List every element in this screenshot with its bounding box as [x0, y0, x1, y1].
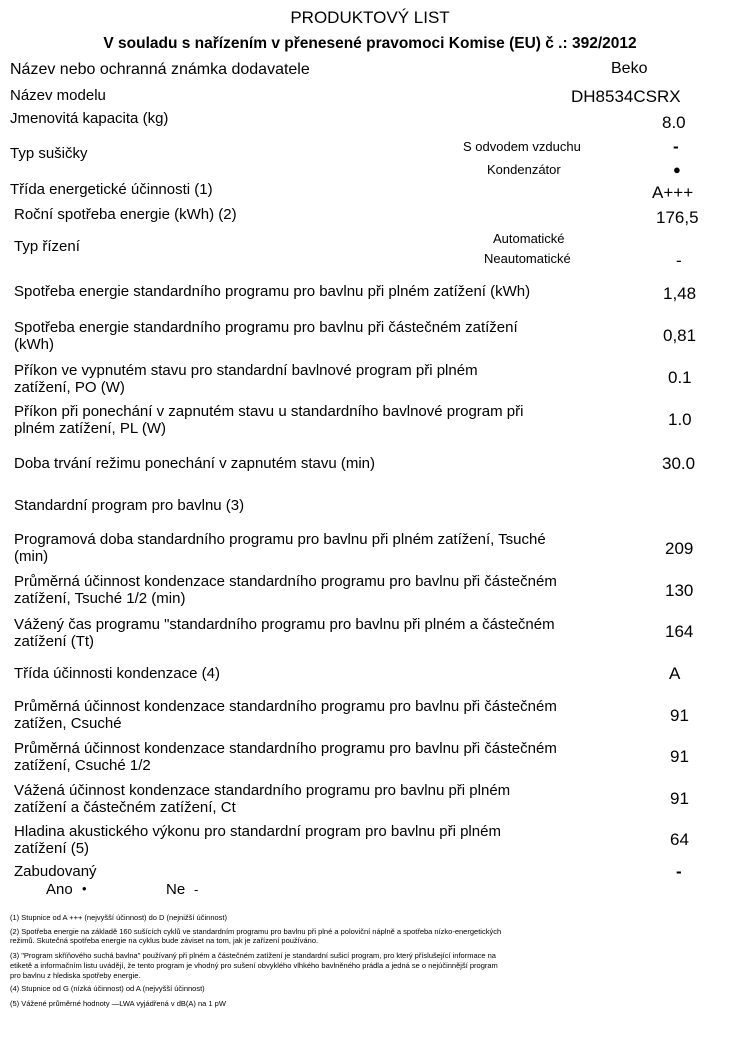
- program-time-partial-label-line2: zatížení, Tsuché 1/2 (min): [14, 590, 186, 607]
- capacity-label: Jmenovitá kapacita (kg): [10, 110, 169, 127]
- condensation-class-label: Třída účinnosti kondenzace (4): [14, 665, 220, 682]
- control-type-manual-value: -: [676, 251, 682, 270]
- footnote-5: (5) Vážené průměrné hodnoty —LWA vyjádřená v dB(A) na 1 pW: [10, 999, 226, 1008]
- power-left-on-label-line1: Příkon při ponechání v zapnutém stavu u standardního bavlnové program při: [14, 403, 524, 420]
- power-left-on-value: 1.0: [668, 410, 692, 429]
- cond-eff-full-value: 91: [670, 706, 689, 725]
- dryer-type-label: Typ sušičky: [10, 145, 88, 162]
- energy-full-value: 1,48: [663, 284, 697, 303]
- power-off-label-line1: Příkon ve vypnutém stavu pro standardní bavlnové program při plném: [14, 362, 478, 379]
- weighted-time-label-line1: Vážený čas programu "standardního programu pro bavlnu při plném a částečném: [14, 616, 555, 633]
- program-time-full-value: 209: [665, 539, 694, 558]
- capacity-value: 8.0: [662, 113, 686, 132]
- noise-label-line2: zatížení (5): [14, 840, 90, 857]
- cond-eff-weighted-value: 91: [670, 789, 689, 808]
- cond-eff-half-label-line1: Průměrná účinnost kondenzace standardního programu pro bavlnu při částečném: [14, 740, 557, 757]
- left-on-duration-value: 30.0: [662, 454, 696, 473]
- footnote-4: (4) Stupnice od G (nízká účinnost) od A (nejvyšší účinnost): [10, 984, 205, 993]
- energy-partial-label-line2: (kWh): [14, 336, 54, 353]
- left-on-duration-label: Doba trvání režimu ponechání v zapnutém stavu (min): [14, 455, 376, 472]
- built-in-no-label: Ne: [166, 881, 186, 898]
- page-subtitle: V souladu s nařízením v přenesené pravomoci Komise (EU) č .: 392/2012: [103, 35, 637, 52]
- dryer-type-option-vented: S odvodem vzduchu: [463, 139, 581, 154]
- energy-class-label: Třída energetické účinnosti (1): [10, 181, 213, 198]
- built-in-yes-mark: •: [82, 881, 87, 896]
- dryer-type-vented-value: -: [673, 137, 679, 156]
- cond-eff-full-label-line2: zatížen, Csuché: [14, 715, 122, 732]
- energy-full-label: Spotřeba energie standardního programu pro bavlnu při plném zatížení (kWh): [14, 283, 531, 300]
- cond-eff-weighted-label-line2: zatížení a částečném zatížení, Ct: [14, 799, 236, 816]
- energy-class-value: A+++: [652, 183, 694, 202]
- energy-partial-value: 0,81: [663, 326, 697, 345]
- program-time-full-label-line2: (min): [14, 548, 49, 565]
- noise-label-line1: Hladina akustického výkonu pro standardní program pro bavlnu při plném: [14, 823, 501, 840]
- program-time-partial-value: 130: [665, 581, 694, 600]
- power-left-on-label-line2: plném zatížení, PL (W): [14, 420, 166, 437]
- footnote-2-line1: (2) Spotřeba energie na základě 160 sušících cyklů ve standardním programu pro bavlnu při plné a poloviční náplně a spotřeba nízko-energetických: [10, 927, 502, 936]
- model-label: Název modelu: [10, 87, 106, 104]
- dryer-type-condenser-value: ●: [673, 162, 681, 177]
- cond-eff-weighted-label-line1: Vážená účinnost kondenzace standardního programu pro bavlnu při plném: [14, 782, 511, 799]
- power-off-value: 0.1: [668, 368, 692, 387]
- noise-value: 64: [670, 830, 689, 849]
- cond-eff-half-label-line2: zatížení, Csuché 1/2: [14, 757, 151, 774]
- page-title: PRODUKTOVÝ LIST: [290, 8, 450, 27]
- dryer-type-option-condenser: Kondenzátor: [487, 162, 561, 177]
- footnote-3-line2: etiketě a informačním listu uvádějí, že tento program je vhodný pro sušení obvyklého vlhkého bavlněného prádla a jedná se o nejúčinnější program: [10, 961, 498, 970]
- supplier-label: Název nebo ochranná známka dodavatele: [10, 61, 310, 78]
- annual-energy-label: Roční spotřeba energie (kWh) (2): [14, 206, 237, 223]
- condensation-class-value: A: [669, 664, 681, 683]
- built-in-yes-label: Ano: [46, 881, 73, 898]
- model-value: DH8534CSRX: [571, 87, 681, 106]
- footnote-3-line3: pro bavlnu z hlediska spotřeby energie.: [10, 971, 141, 980]
- annual-energy-value: 176,5: [656, 208, 699, 227]
- program-time-partial-label-line1: Průměrná účinnost kondenzace standardního programu pro bavlnu při částečném: [14, 573, 557, 590]
- control-type-option-automatic: Automatické: [493, 231, 565, 246]
- footnote-2-line2: režimů. Skutečná spotřeba energie na cyklus bude záviset na tom, jak je zařízení používáno.: [10, 936, 319, 945]
- energy-partial-label-line1: Spotřeba energie standardního programu pro bavlnu při částečném zatížení: [14, 319, 518, 336]
- footnote-3-line1: (3) "Program skříňového suchá bavlna" používaný při plném a částečném zatížení je standardní sušicí program, pro který příslušející informace na: [10, 951, 496, 960]
- built-in-no-mark: -: [194, 882, 199, 897]
- cond-eff-full-label-line1: Průměrná účinnost kondenzace standardního programu pro bavlnu při částečném: [14, 698, 557, 715]
- built-in-value: -: [676, 862, 682, 881]
- standard-program-label: Standardní program pro bavlnu (3): [14, 497, 245, 514]
- weighted-time-label-line2: zatížení (Tt): [14, 633, 95, 650]
- built-in-label: Zabudovaný: [14, 863, 97, 880]
- control-type-label: Typ řízení: [14, 238, 80, 255]
- control-type-option-manual: Neautomatické: [484, 251, 571, 266]
- weighted-time-value: 164: [665, 622, 694, 641]
- cond-eff-half-value: 91: [670, 747, 689, 766]
- program-time-full-label-line1: Programová doba standardního programu pro bavlnu při plném zatížení, Tsuché: [14, 531, 546, 548]
- supplier-value: Beko: [611, 60, 648, 77]
- footnote-1: (1) Stupnice od A +++ (nejvyšší účinnost) do D (nejnižší účinnost): [10, 913, 227, 922]
- power-off-label-line2: zatížení, PO (W): [14, 379, 125, 396]
